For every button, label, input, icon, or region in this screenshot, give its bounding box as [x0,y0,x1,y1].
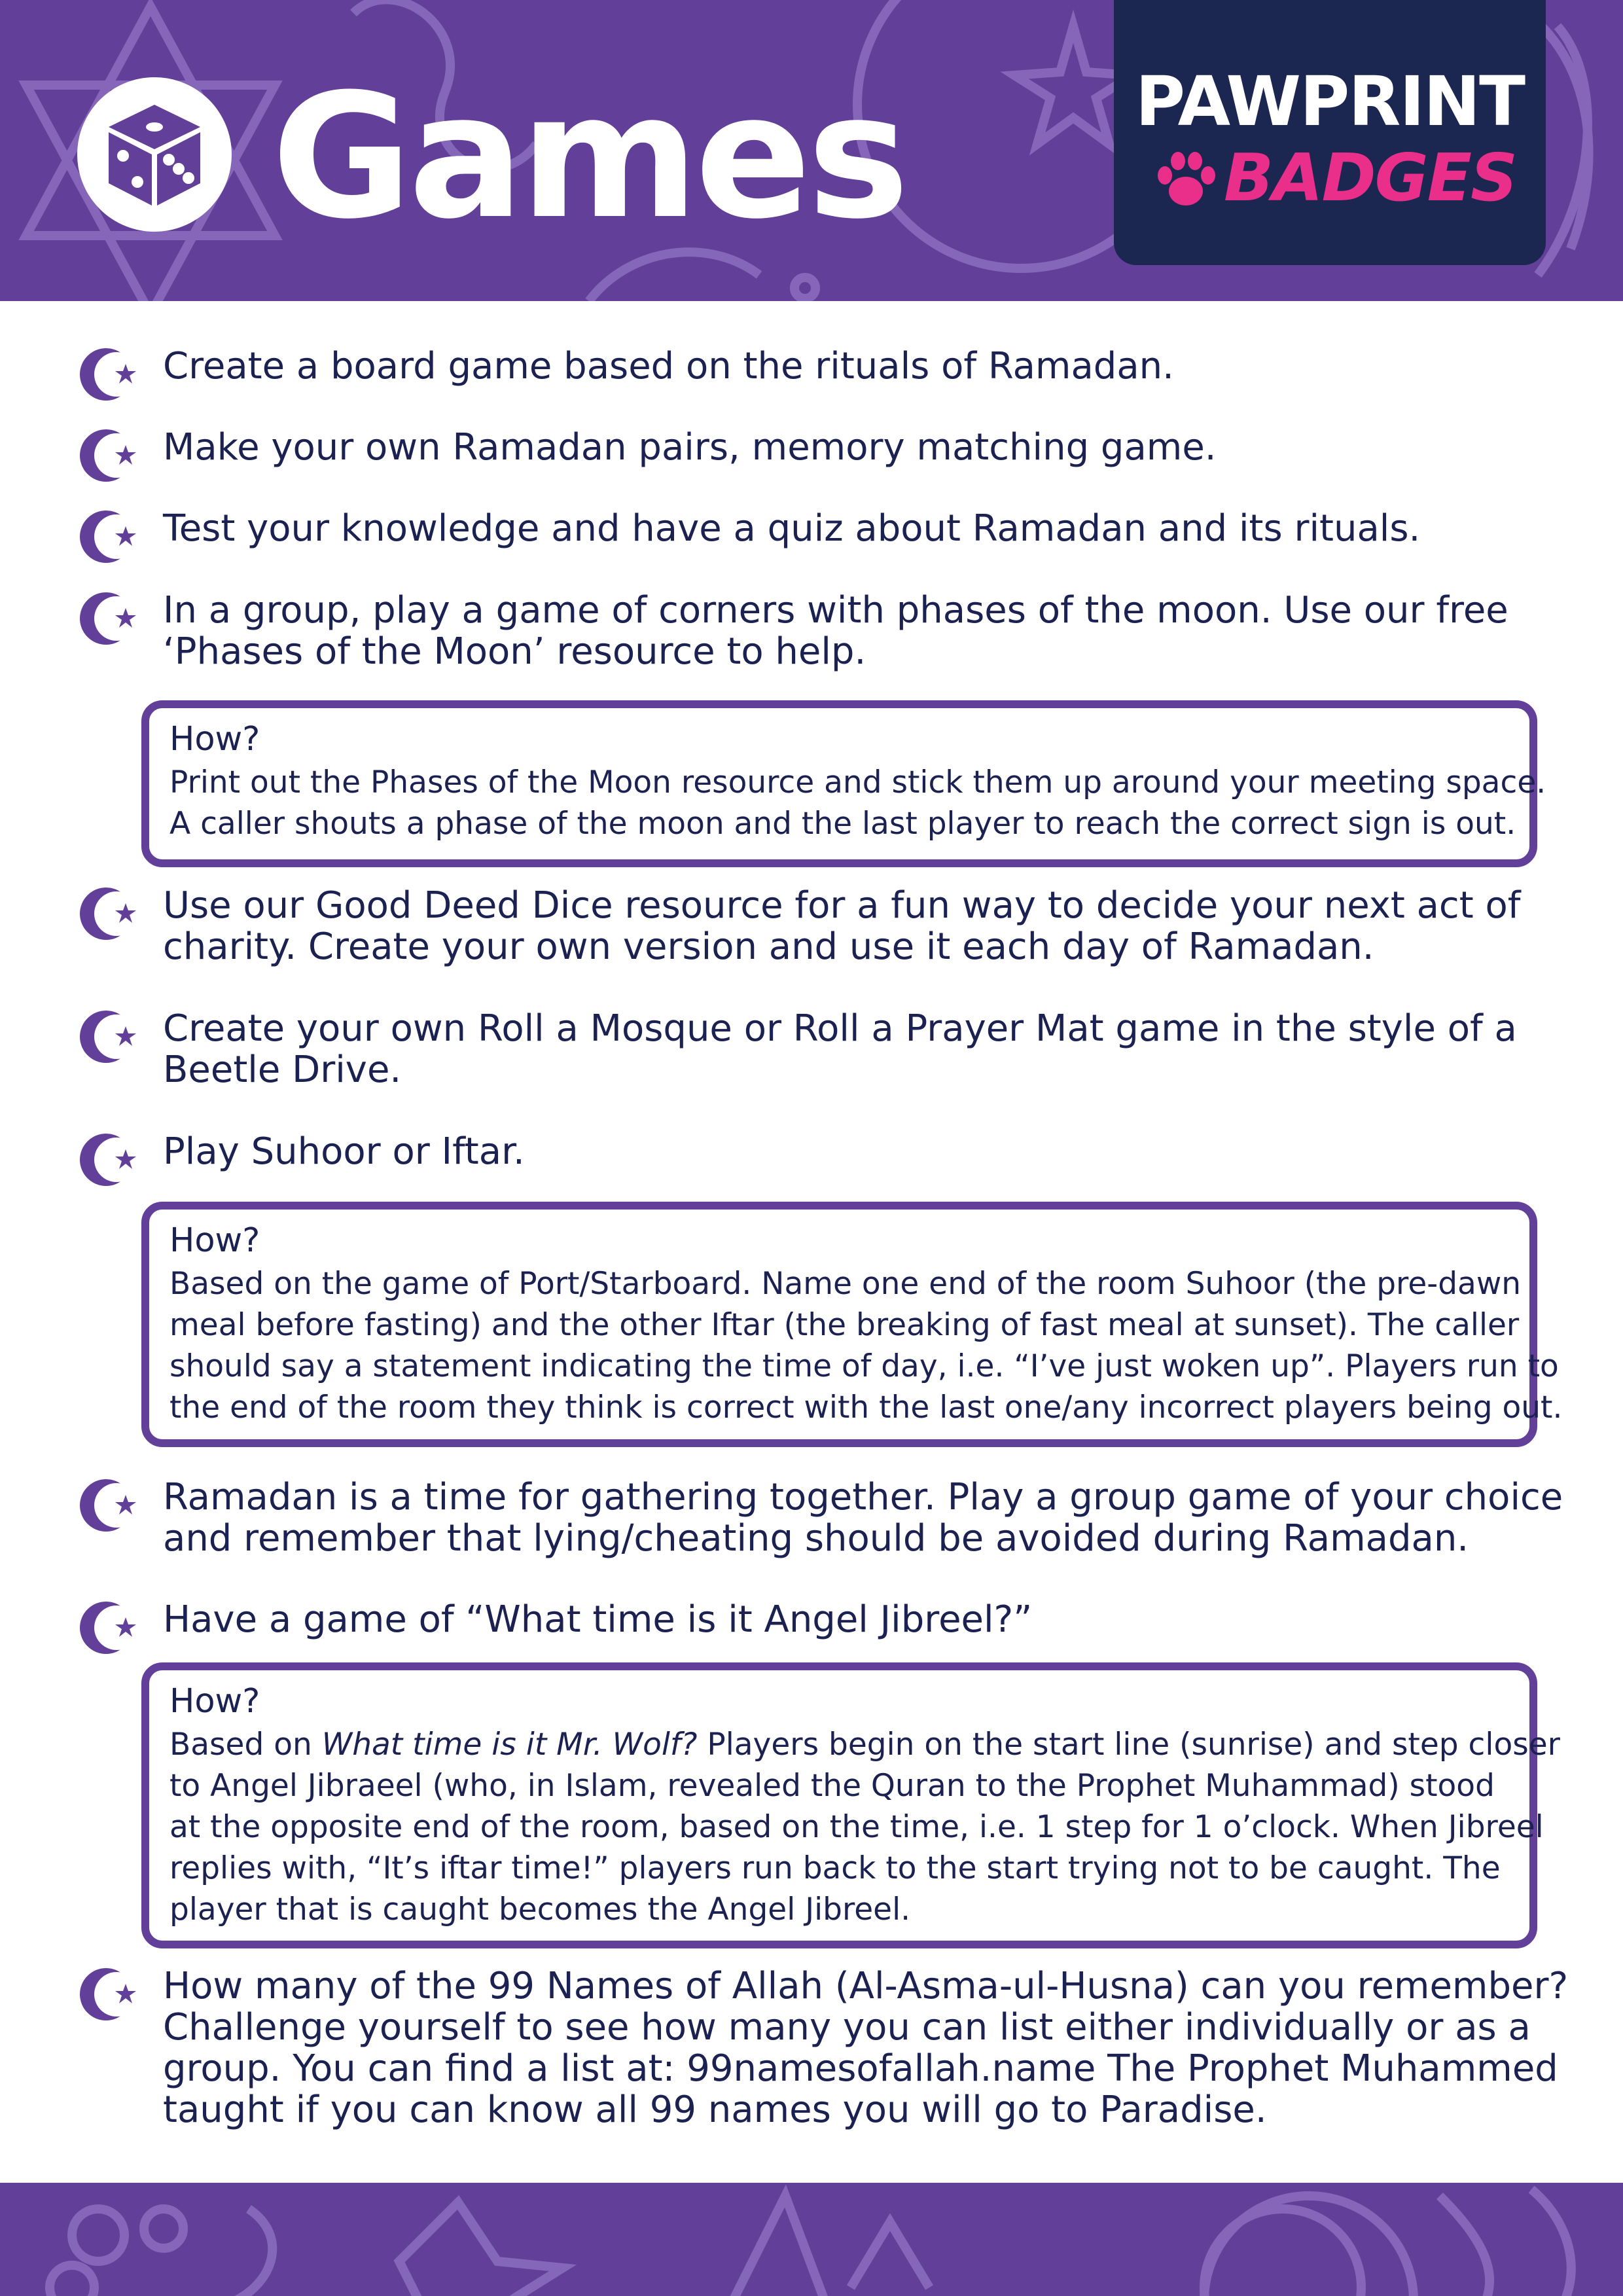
list-item [80,1962,1569,2146]
list-item-text [163,1599,1622,1640]
crescent-star-icon [80,1007,140,1067]
how-box-body [169,1263,1563,1428]
list-item [80,1127,1539,1188]
text-line: Create your own Roll a Mosque or Roll a Prayer Mat game in the style of a [163,1007,1517,1050]
list-item [80,1595,1539,1656]
logo-badges-row [1153,139,1546,217]
list-item-text [163,1008,1622,1090]
text-line: taught if you can know all 99 names you will go to Paradise. [163,2089,1267,2131]
list-item [80,1004,1539,1106]
crescent-star-icon [80,1130,140,1190]
dice-icon [77,77,232,232]
text-line: Use our Good Deed Dice resource for a fun way to decide your next act of [163,884,1521,927]
text-line: Challenge yourself to see how many you can list either individually or as a [163,2006,1531,2049]
pawprint-badges-logo [1114,0,1546,265]
text-line: How many of the 99 Names of Allah (Al-Asma-ul-Husna) can you remember? [163,1965,1569,2007]
dice-badge [77,77,232,232]
text-line [169,1724,1560,1765]
header-banner [0,0,1623,301]
text-line: Create a board game based on the rituals of Ramadan. [163,345,1174,387]
list-item [80,881,1539,983]
how-box-body [169,762,1546,844]
text-line: Make your own Ramadan pairs, memory matching game. [163,426,1217,469]
text-line: Ramadan is a time for gathering together. Play a group game of your choice [163,1476,1563,1518]
text-line: and remember that lying/cheating should be avoided during Ramadan. [163,1517,1469,1560]
list-item-text [163,346,1622,387]
list-item-text [163,1477,1622,1559]
text-line: In a group, play a game of corners with phases of the moon. Use our free [163,589,1508,632]
list-item [80,586,1539,688]
list-item [80,423,1539,484]
list-item [80,504,1539,565]
crescent-star-icon [80,507,140,567]
crescent-star-icon [80,425,140,486]
how-box [141,1662,1560,1948]
logo-pawprint-text: PAWPRINT [1135,62,1525,141]
text-line: to Angel Jibraeel (who, in Islam, revealed the Quran to the Prophet Muhammad) stood [169,1768,1495,1804]
text-segment: Players begin on the start line (sunrise) and step closer [697,1727,1560,1763]
text-line: group. You can find a list at: 99namesofallah.name The Prophet Muhammed [163,2047,1558,2090]
list-item [80,342,1539,403]
text-line: Based on the game of Port/Starboard. Name one end of the room Suhoor (the pre-dawn [169,1266,1522,1302]
list-item-text [163,1131,1622,1172]
text-line: should say a statement indicating the time of day, i.e. “I’ve just woken up”. Players run to [169,1348,1559,1384]
text-line: Print out the Phases of the Moon resource and stick them up around your meeting space. [169,764,1546,800]
crescent-star-icon [80,1964,140,2024]
how-box-title: How? [169,720,260,759]
how-box-body [169,1724,1560,1930]
how-box [141,1202,1563,1447]
crescent-star-icon [80,344,140,404]
footer-banner [0,2183,1623,2296]
text-line: replies with, “It’s iftar time!” players run back to the start trying not to be caught. The [169,1850,1501,1886]
text-line: the end of the room they think is correct with the last one/any incorrect players being out. [169,1390,1563,1426]
paw-icon [1153,151,1219,209]
list-item-text [163,427,1622,468]
footer-pattern-decoration [0,2183,1623,2296]
logo-badges-text: BADGES [1224,139,1517,216]
text-line: at the opposite end of the room, based on the time, i.e. 1 step for 1 o’clock. When Jibreel [169,1809,1544,1845]
text-line: Test your knowledge and have a quiz about Ramadan and its rituals. [163,507,1421,550]
crescent-star-icon [80,1598,140,1658]
text-line: meal before fasting) and the other Iftar (the breaking of fast meal at sunset). The caller [169,1307,1520,1343]
how-box-title: How? [169,1682,260,1721]
list-item-text [163,508,1622,549]
page-title: Games [272,57,906,257]
text-line: charity. Create your own version and use it each day of Ramadan. [163,925,1374,968]
list-item-text [163,1965,1622,2130]
list-item-text [163,590,1622,672]
list-item [80,1473,1563,1575]
text-line: player that is caught becomes the Angel Jibreel. [169,1892,911,1928]
text-line: ‘Phases of the Moon’ resource to help. [163,630,866,673]
crescent-star-icon [80,884,140,944]
how-box [141,700,1546,867]
how-box-title: How? [169,1221,260,1260]
list-item-text [163,885,1622,967]
text-segment: Based on [169,1727,322,1763]
game-name-italic: What time is it Mr. Wolf? [321,1727,698,1763]
crescent-star-icon [80,588,140,649]
text-line: Have a game of “What time is it Angel Jibreel?” [163,1598,1033,1641]
crescent-star-icon [80,1475,140,1535]
text-line: A caller shouts a phase of the moon and the last player to reach the correct sign is out. [169,806,1516,842]
text-line: Beetle Drive. [163,1049,402,1091]
text-line: Play Suhoor or Iftar. [163,1130,525,1173]
